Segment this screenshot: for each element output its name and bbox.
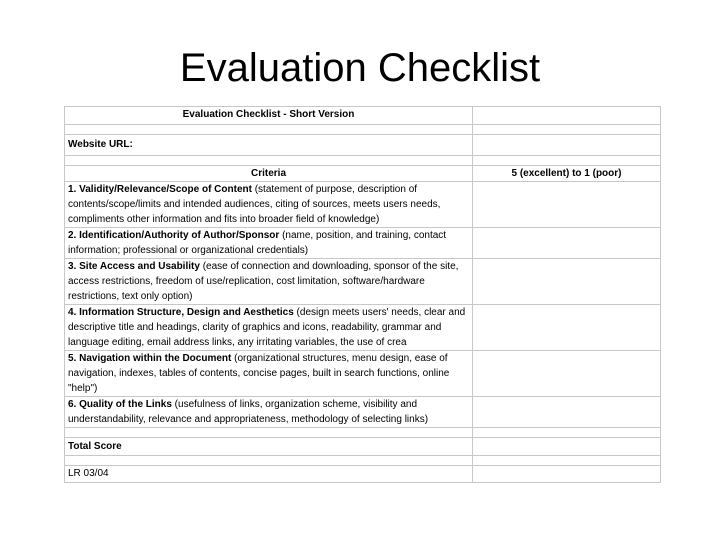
checklist-table [64, 106, 661, 483]
sheet-heading: Evaluation Checklist - Short Version [65, 107, 473, 125]
cell[interactable] [65, 428, 473, 438]
criterion-1 [65, 182, 473, 228]
slide-title: Evaluation Checklist [179, 46, 541, 90]
cell[interactable] [473, 428, 661, 438]
cell[interactable] [473, 156, 661, 166]
cell[interactable] [473, 125, 661, 135]
criterion-6 [65, 397, 473, 428]
criterion-row [65, 305, 661, 351]
criterion-desc: (statement of purpose, description of contents/scope/limits and intended audiences, citing of sources, meets users needs, compliments other information and fits into broader field of knowledge) [68, 184, 441, 225]
criterion-row [65, 182, 661, 228]
cell[interactable] [65, 456, 473, 466]
criterion-title: 1. Validity/Relevance/Scope of Content [68, 184, 252, 195]
cell[interactable] [65, 125, 473, 135]
criterion-desc: (name, position, and training, contact information; professional or organizational credentials) [68, 230, 447, 256]
criterion-desc: (organizational structures, menu design, ease of navigation, indexes, tables of contents, concise pages, built in search functions, online "help") [68, 353, 450, 394]
cell[interactable] [65, 156, 473, 166]
total-score-value[interactable] [473, 438, 661, 456]
table-row [65, 156, 661, 166]
table-row [65, 135, 661, 156]
criterion-title: 2. Identification/Authority of Author/Sponsor [68, 230, 280, 241]
criterion-desc: (ease of connection and downloading, sponsor of the site, access restrictions, freedom of use/replication, cost limitation, software/hardware restrictions, text only option) [68, 261, 459, 302]
rating-cell-1[interactable] [473, 182, 661, 228]
criterion-title: 3. Site Access and Usability [68, 261, 200, 272]
criterion-3 [65, 259, 473, 305]
website-url-value[interactable] [473, 135, 661, 156]
table-row [65, 125, 661, 135]
rating-cell-6[interactable] [473, 397, 661, 428]
criterion-desc: (usefulness of links, organization scheme, visibility and understandability, relevance and appropriateness, methodology of selecting links) [68, 399, 429, 425]
criterion-4 [65, 305, 473, 351]
criterion-title: 6. Quality of the Links [68, 399, 172, 410]
criterion-2 [65, 228, 473, 259]
cell[interactable] [473, 456, 661, 466]
cell[interactable] [473, 466, 661, 483]
criterion-desc: (design meets users' needs, clear and descriptive title and headings, clarity of graphics and icons, readability, grammar and language editing, email address links, any irritating variables, the use of crea [68, 307, 466, 348]
rating-cell-2[interactable] [473, 228, 661, 259]
website-url-label: Website URL: [65, 135, 473, 156]
criterion-row [65, 228, 661, 259]
criterion-5 [65, 351, 473, 397]
criterion-row [65, 259, 661, 305]
table-row [65, 107, 661, 125]
cell[interactable] [473, 107, 661, 125]
table-row [65, 456, 661, 466]
rating-cell-3[interactable] [473, 259, 661, 305]
criterion-title: 5. Navigation within the Document [68, 353, 232, 364]
rating-header: 5 (excellent) to 1 (poor) [473, 166, 661, 182]
table-row [65, 466, 661, 483]
criteria-header: Criteria [65, 166, 473, 182]
table-row [65, 166, 661, 182]
criterion-row [65, 397, 661, 428]
table-row [65, 428, 661, 438]
rating-cell-5[interactable] [473, 351, 661, 397]
criterion-title: 4. Information Structure, Design and Aesthetics [68, 307, 294, 318]
table-row [65, 438, 661, 456]
rating-cell-4[interactable] [473, 305, 661, 351]
total-score-label: Total Score [65, 438, 473, 456]
criterion-row [65, 351, 661, 397]
footer-note: LR 03/04 [65, 466, 473, 483]
